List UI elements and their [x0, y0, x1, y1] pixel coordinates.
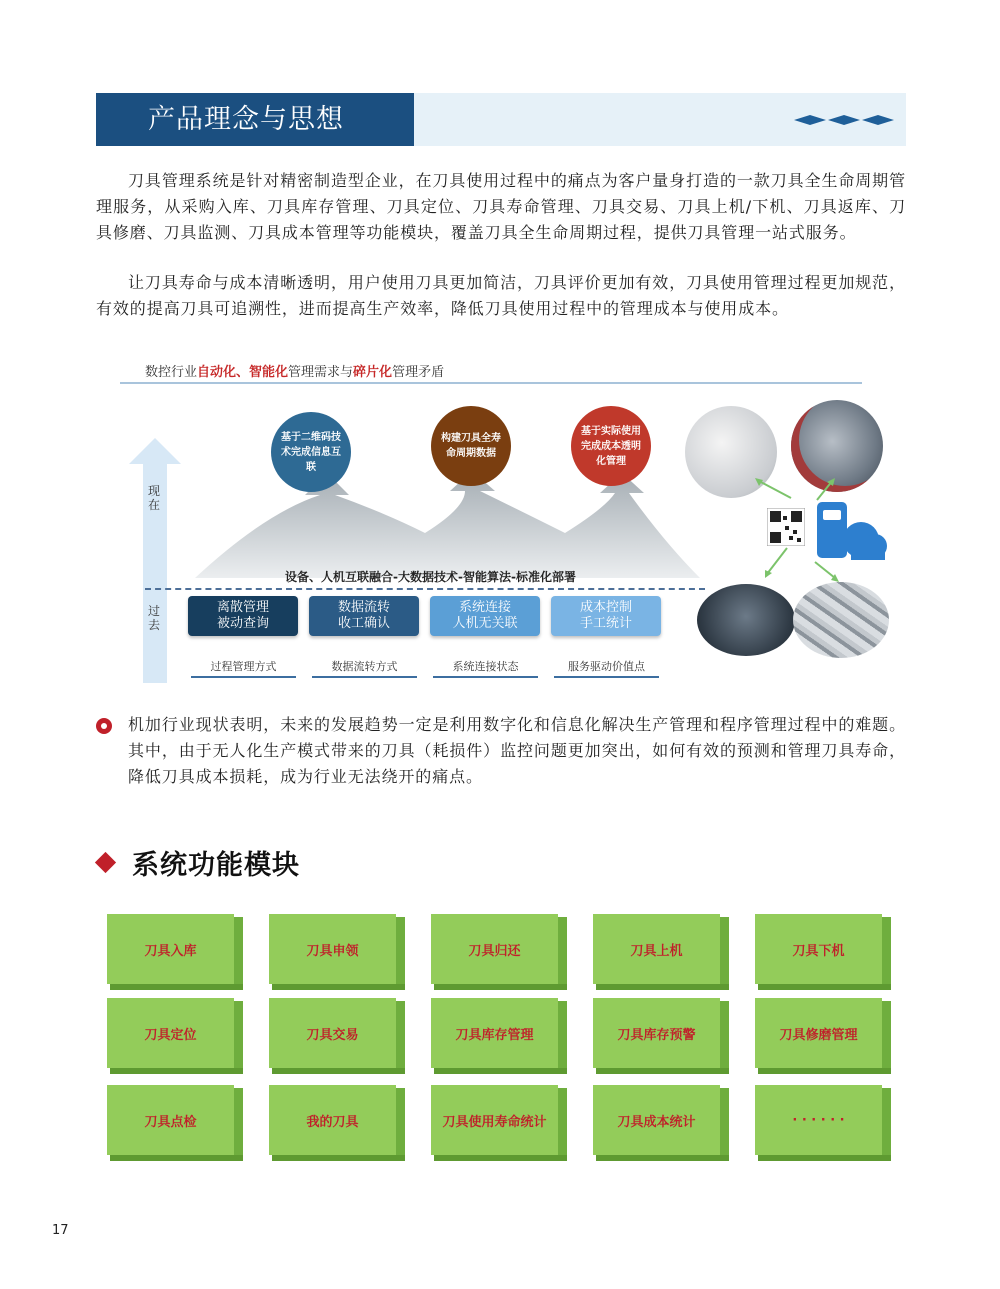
section-header-band	[96, 93, 906, 146]
bubble-cost-transparency: 基于实际使用完成成本透明化管理	[571, 406, 651, 486]
industry-status-paragraph: 机加行业现状表明，未来的发展趋势一定是利用数字化和信息化解决生产管理和程序管理过程中的难题。其中，由于无人化生产模式带来的刀具（耗损件）监控问题更加突出，如何有效的预测和管理刀具寿命，降低刀具成本损耗，成为行业无法绕开的痛点。	[128, 715, 906, 786]
footer-label-system: 系统连接状态	[433, 658, 538, 678]
module-tile[interactable]: 刀具修磨管理	[755, 998, 891, 1074]
module-tile[interactable]: 我的刀具	[269, 1085, 405, 1161]
module-tile[interactable]: 刀具库存预警	[593, 998, 729, 1074]
diagram-title: 数控行业自动化、智能化管理需求与碎片化管理矛盾	[145, 365, 445, 380]
workshop-photo	[697, 584, 795, 656]
section-diamond-icon	[95, 852, 116, 873]
bubble-qr-interconnect: 基于二维码技术完成信息互联	[271, 412, 351, 492]
management-evolution-diagram	[115, 358, 895, 688]
page-number: 17	[52, 1223, 69, 1238]
module-tile[interactable]: 刀具归还	[431, 914, 567, 990]
past-pill-process: 离散管理 被动查询	[188, 596, 298, 636]
module-tile[interactable]: 刀具点检	[107, 1085, 243, 1161]
footer-label-data: 数据流转方式	[312, 658, 417, 678]
header-diamond-decoration-icon	[794, 113, 894, 127]
module-tile[interactable]: 刀具交易	[269, 998, 405, 1074]
intro-paragraph-2: 让刀具寿命与成本清晰透明，用户使用刀具更加简洁，刀具评价更加有效，刀具使用管理过程更加规范，有效的提高刀具可追溯性，进而提高生产效率，降低刀具使用过程中的管理成本与使用成本。	[96, 273, 906, 318]
tool-bits-photo	[793, 582, 889, 658]
bubble-lifecycle-data: 构建刀具全寿命周期数据	[431, 406, 511, 486]
footer-label-process: 过程管理方式	[191, 658, 296, 678]
module-tile[interactable]: 刀具申领	[269, 914, 405, 990]
module-tile[interactable]: 刀具上机	[593, 914, 729, 990]
past-present-divider	[145, 588, 705, 590]
module-tile[interactable]: 刀具下机	[755, 914, 891, 990]
past-pill-system: 系统连接 人机无关联	[430, 596, 540, 636]
module-tile[interactable]: 刀具入库	[107, 914, 243, 990]
section-title-modules: 系统功能模块	[132, 850, 300, 881]
intro-paragraph-1: 刀具管理系统是针对精密制造型企业，在刀具使用过程中的痛点为客户量身打造的一款刀具全生命周期管理服务，从采购入库、刀具库存管理、刀具定位、刀具寿命管理、刀具交易、刀具上机/下机、刀具返库、刀具修磨、刀具监测、刀具成本管理等功能模块，覆盖刀具全生命周期过程，提供刀具管理一站式服务。	[96, 171, 906, 242]
module-tile[interactable]: 刀具使用寿命统计	[431, 1085, 567, 1161]
section-header-title: 产品理念与思想	[96, 93, 414, 146]
past-pill-data: 数据流转 收工确认	[309, 596, 419, 636]
growth-arches-graphic	[195, 473, 705, 583]
past-pill-cost: 成本控制 手工统计	[551, 596, 661, 636]
timeline-up-arrow-icon	[127, 438, 183, 683]
module-tile[interactable]: 刀具成本统计	[593, 1085, 729, 1161]
module-tile-more[interactable]: · · · · · ·	[755, 1085, 891, 1161]
footer-label-value: 服务驱动价值点	[554, 658, 659, 678]
module-tile[interactable]: 刀具定位	[107, 998, 243, 1074]
diagram-title-underline	[120, 382, 862, 384]
label-past: 过去	[148, 604, 161, 632]
arch-caption: 设备、人机互联融合-大数据技术-智能算法-标准化部署	[285, 570, 576, 584]
connection-arrows-icon	[747, 478, 887, 588]
bullet-circle-icon	[96, 718, 112, 734]
label-now: 现在	[148, 484, 161, 512]
module-tile[interactable]: 刀具库存管理	[431, 998, 567, 1074]
